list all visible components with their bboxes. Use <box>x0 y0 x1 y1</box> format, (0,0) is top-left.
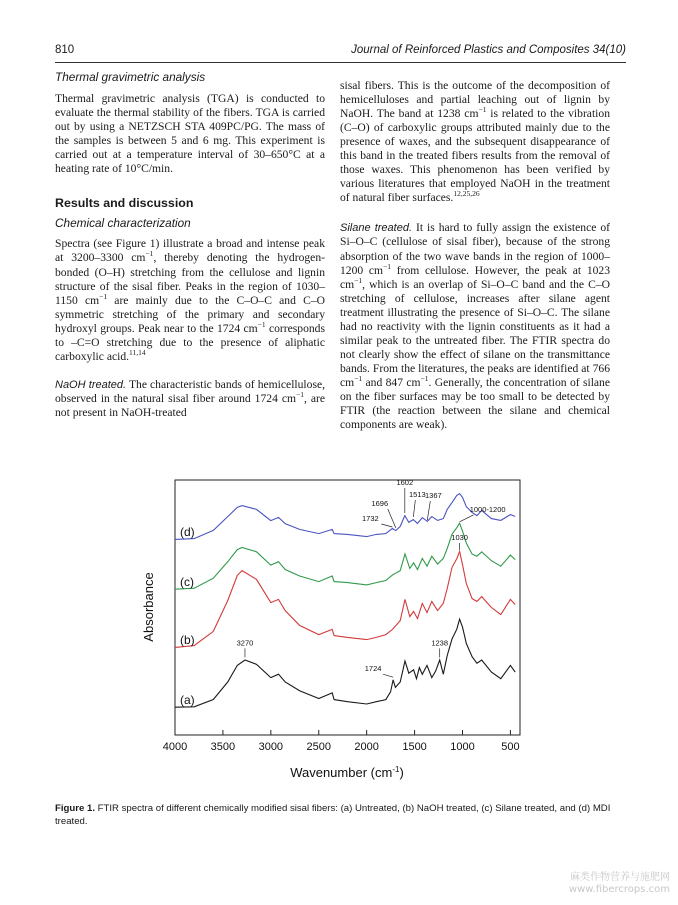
ftir-figure <box>115 470 545 790</box>
x-tick-label: 1500 <box>402 741 427 753</box>
series-label: (c) <box>180 574 194 589</box>
series-label: (d) <box>180 525 195 539</box>
annotation-label: 1000-1200 <box>469 504 506 514</box>
chem-heading: Chemical characterization <box>55 216 191 231</box>
spectra-paragraph: Spectra (see Figure 1) illustrate a broad and intense peak at 3200–3300 $cm^{-1}$, thereby denoting the hydrogen-bonded (O–H) stretching from the cellulose and lignin structure of the sisal fiber. Peaks in the region of 1030–1150 $cm^{-1}$ are mainly due to the C–O–C and C–O symmetric stretching of the primary and secondary hydroxyl groups. Peak near to the 1724 $cm^{-1}$ corresponds to –C=O stretching due to the presence of aliphatic carboxylic acid.$^{11,14}$ <box>55 237 325 363</box>
tga-paragraph: Thermal gravimetric analysis (TGA) is conducted to evaluate the thermal stability of the fibers. TGA is carried out by using a NETZSCH STA 409PC/PG. The mass of the samples is between 5 and 6 mg. This experiment is carried out at a temperature interval of 30–650°C at a heating rate of 10°C/min. <box>55 92 325 176</box>
journal-title: Journal of Reinforced Plastics and Composites 34(10) <box>351 44 626 56</box>
annotation-label: 1732 <box>362 514 379 523</box>
results-heading: Results and discussion <box>55 196 194 211</box>
x-tick-label: 1000 <box>450 741 475 753</box>
x-axis-label: Wavenumber $(cm^{-1})$ <box>290 765 404 780</box>
series-label: (b) <box>180 633 195 647</box>
page-number: 810 <box>55 44 75 56</box>
x-tick-label: 2500 <box>306 741 331 753</box>
watermark: 麻类作物营养与施肥网 www.fibercrops.com <box>568 872 670 895</box>
y-axis-label: Absorbance <box>141 572 156 642</box>
annotation-label: 1238 <box>431 638 449 648</box>
right-column <box>340 70 610 442</box>
series-label: (a) <box>180 692 195 707</box>
header-rule <box>55 62 626 63</box>
x-tick-label: 2000 <box>354 741 379 753</box>
annotation-label: 1513 <box>408 490 426 499</box>
figure-caption: Figure 1. FTIR spectra of different chemically modified sisal fibers: (a) Untreated, (b) NaOH treated, (c) Silane treated, and (d) MDI treated. <box>55 803 611 827</box>
annotation-arrow <box>427 501 430 520</box>
naoh-paragraph: NaOH treated. The characteristic bands of hemicellulose, observed in the natural sisal fiber around 1724 $cm^{-1}$, are not present in NaOH-treated <box>55 377 326 419</box>
annotation-label: 1602 <box>396 478 414 487</box>
annotation-label: 3270 <box>236 638 254 648</box>
ftir-chart <box>115 470 545 790</box>
left-column <box>55 70 325 430</box>
annotation-label: 1724 <box>364 664 382 674</box>
silane-paragraph: Silane treated. It is hard to fully assign the existence of Si–O–C (cellulose of sisal fiber), because of the strong absorption of the two wave bands in the region of 1000–1200 $cm^{-1}$ from cellulose. However, the peak at 1023 $cm^{-1}$, which is an overlap of Si–O–C band and the C–O stretching of cellulose, increases after silane agent treatment illustrating the presence of Si–O–C. The silane had no reactivity with the lignin constituents as it had a similar peak to the untreated fiber. The FTIR spectra do not clearly show the effect of silane on the transmittance bands. From the literatures, the peaks are identified at 766 $cm^{-1}$ and 847 $cm^{-1}$. Generally, the concentration of silane on the fiber surfaces may be too small to be detected by FTIR (the reaction between the silane and chemical components are weak). <box>340 221 611 432</box>
tga-heading: Thermal gravimetric analysis <box>55 70 206 84</box>
annotation-arrow <box>460 515 474 522</box>
annotation-label: 1030 <box>451 533 468 542</box>
annotation-label: 1696 <box>371 499 389 508</box>
annotation-arrow <box>413 500 415 517</box>
x-tick-label: 3000 <box>258 741 284 753</box>
x-tick-label: 4000 <box>162 741 188 753</box>
annotation-label: 1367 <box>424 491 442 500</box>
x-tick-label: 500 <box>501 741 520 753</box>
annotation-arrow <box>383 674 393 677</box>
naoh-continued-paragraph: sisal fibers. This is the outcome of the decomposition of hemicelluloses and partial leaching out of lignin by NaOH. The band at 1238 $cm^{-1}$ is related to the vibration (C–O) of carboxylic groups attributed mainly due to the presence of waxes, and the subsequent disappearance of this band in the treated fibers results from the removal of those waxes. This phenomenon has been verified by various literatures that employed NaOH in the treatment of natural fiber surfaces.$^{12,25,26}$ <box>340 79 610 205</box>
series-line-0 <box>175 619 515 707</box>
annotation-arrow <box>388 509 396 528</box>
x-tick-label: 3500 <box>210 741 236 753</box>
annotation-arrow <box>381 524 392 527</box>
